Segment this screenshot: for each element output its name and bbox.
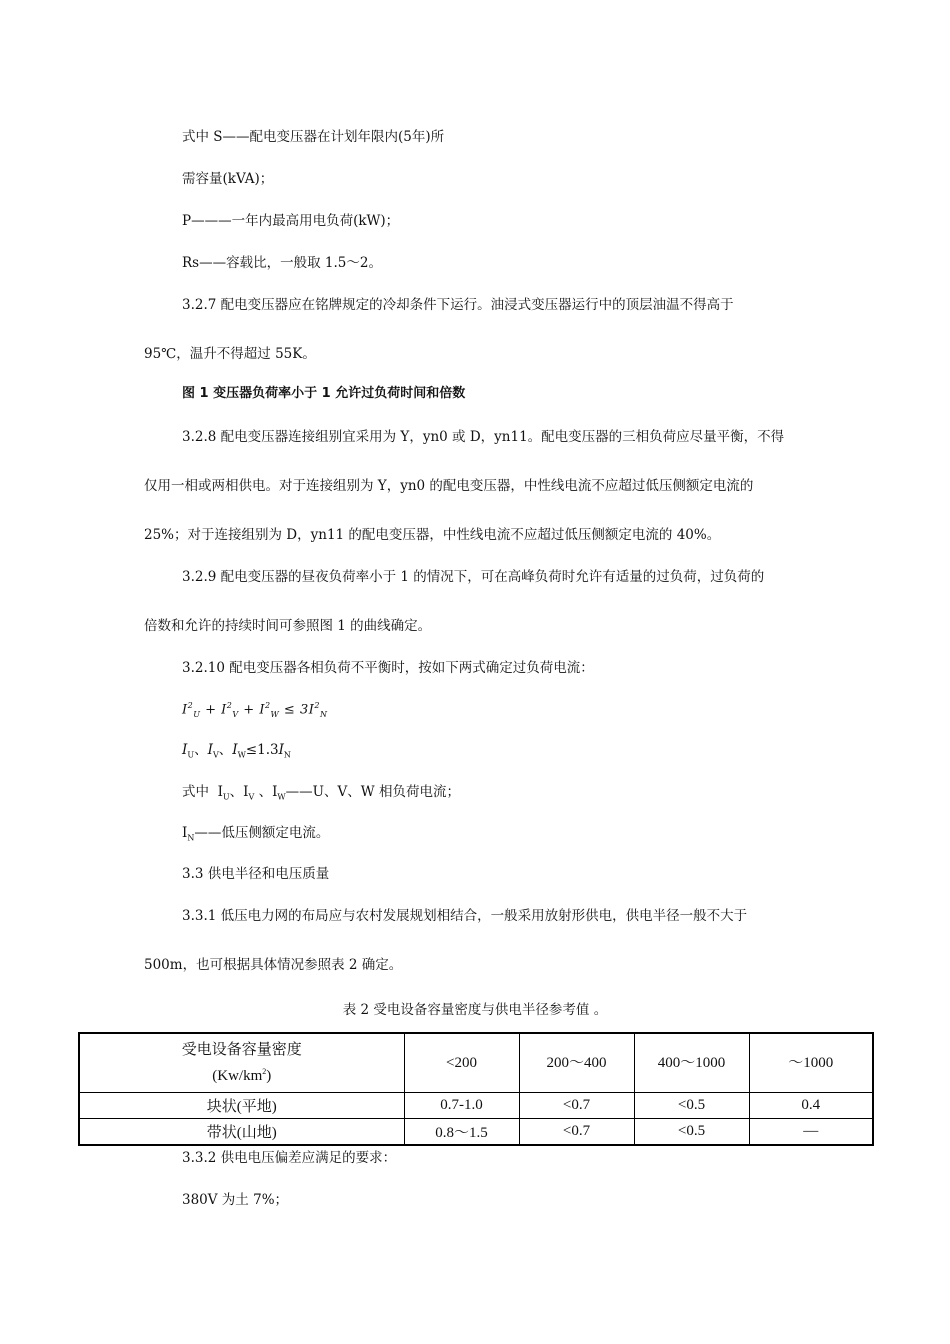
formula-2: $I_U$、$I_V$、$I_W\le 1.3I_N$ bbox=[182, 742, 291, 760]
text-line-4: Rs——容载比，一般取 1.5～2。 bbox=[182, 255, 382, 271]
symbol-definition-1: 式中 $I_U$、$I_V$ 、$I_W——U$、V、W 相负荷电流； bbox=[182, 784, 460, 802]
table-cell: 0.8～1.5 bbox=[404, 1119, 519, 1146]
definition-1-text: ——U、V、W 相负荷电流； bbox=[285, 784, 460, 800]
voltage-deviation-380v: 380V 为土 7%； bbox=[182, 1192, 289, 1208]
clause-3-2-7-cont: 95℃，温升不得超过 55K。 bbox=[144, 346, 316, 362]
clause-3-2-8-cont-2: 25%；对于连接组别为 D，yn11 的配电变压器，中性线电流不应超过低压侧额定电流的 40%。 bbox=[144, 527, 721, 543]
table-cell: 0.7-1.0 bbox=[404, 1093, 519, 1119]
clause-3-3-1: 3.3.1 低压电力网的布局应与农村发展规划相结合，一般采用放射形供电，供电半径一般不大于 bbox=[182, 908, 748, 924]
row-label: 块状(平地) bbox=[79, 1093, 404, 1119]
text-line-2: 需容量(kVA)； bbox=[182, 171, 274, 187]
header-col-2: 200～400 bbox=[519, 1033, 634, 1093]
table-cell: <0.5 bbox=[634, 1119, 749, 1146]
figure-1-title: 图 1 变压器负荷率小于 1 允许过负荷时间和倍数 bbox=[182, 386, 466, 401]
header-density-label: 受电设备容量密度 bbox=[181, 1041, 302, 1058]
table-row bbox=[79, 1093, 873, 1119]
header-col-1: <200 bbox=[404, 1033, 519, 1093]
clause-3-3-1-cont: 500m，也可根据具体情况参照表 2 确定。 bbox=[144, 957, 403, 973]
clause-3-2-9-cont: 倍数和允许的持续时间可参照图 1 的曲线确定。 bbox=[144, 618, 432, 634]
table-2-caption: 表 2 受电设备容量密度与供电半径参考值 。 bbox=[342, 1002, 608, 1018]
table-cell: <0.7 bbox=[519, 1119, 634, 1146]
row-label: 带状(山地) bbox=[79, 1119, 404, 1146]
definition-prefix: 式中 bbox=[182, 784, 209, 800]
symbol-definition-2: $I_N——$低压侧额定电流。 bbox=[182, 825, 330, 843]
table-row bbox=[79, 1119, 873, 1146]
header-density bbox=[79, 1033, 404, 1093]
section-3-3-heading: 3.3 供电半径和电压质量 bbox=[182, 866, 330, 882]
table-cell: 0.4 bbox=[749, 1093, 873, 1119]
table-cell: <0.7 bbox=[519, 1093, 634, 1119]
clause-3-2-8-cont-1: 仅用一相或两相供电。对于连接组别为 Y，yn0 的配电变压器，中性线电流不应超过低压侧额定电流的 bbox=[144, 478, 754, 494]
clause-3-2-7: 3.2.7 配电变压器应在铭牌规定的冷却条件下运行。油浸式变压器运行中的顶层油温不得高于 bbox=[182, 297, 734, 313]
text-line-1: 式中 S——配电变压器在计划年限内(5年)所 bbox=[182, 129, 445, 145]
header-density-unit: $(Kw/km^2)$ bbox=[212, 1066, 272, 1084]
table-header-row bbox=[79, 1033, 873, 1093]
table-cell: <0.5 bbox=[634, 1093, 749, 1119]
formula-1: $I^2_U + I^2_V + I^2_W \le 3I^2_N$ bbox=[182, 701, 328, 719]
header-col-3: 400～1000 bbox=[634, 1033, 749, 1093]
text-line-3: P———一年内最高用电负荷(kW)； bbox=[182, 213, 400, 229]
clause-3-2-9: 3.2.9 配电变压器的昼夜负荷率小于 1 的情况下，可在高峰负荷时允许有适量的过负荷，过负荷的 bbox=[182, 569, 765, 585]
clause-3-3-2: 3.3.2 供电电压偏差应满足的要求： bbox=[182, 1150, 397, 1166]
clause-3-2-8: 3.2.8 配电变压器连接组别宜采用为 Y，yn0 或 D，yn11。配电变压器的三相负荷应尽量平衡，不得 bbox=[182, 429, 785, 445]
definition-2-text: ——低压侧额定电流。 bbox=[194, 825, 330, 841]
table-cell: — bbox=[749, 1119, 873, 1146]
table-2 bbox=[78, 1032, 874, 1146]
clause-3-2-10: 3.2.10 配电变压器各相负荷不平衡时，按如下两式确定过负荷电流： bbox=[182, 660, 594, 676]
header-col-4: ～1000 bbox=[749, 1033, 873, 1093]
